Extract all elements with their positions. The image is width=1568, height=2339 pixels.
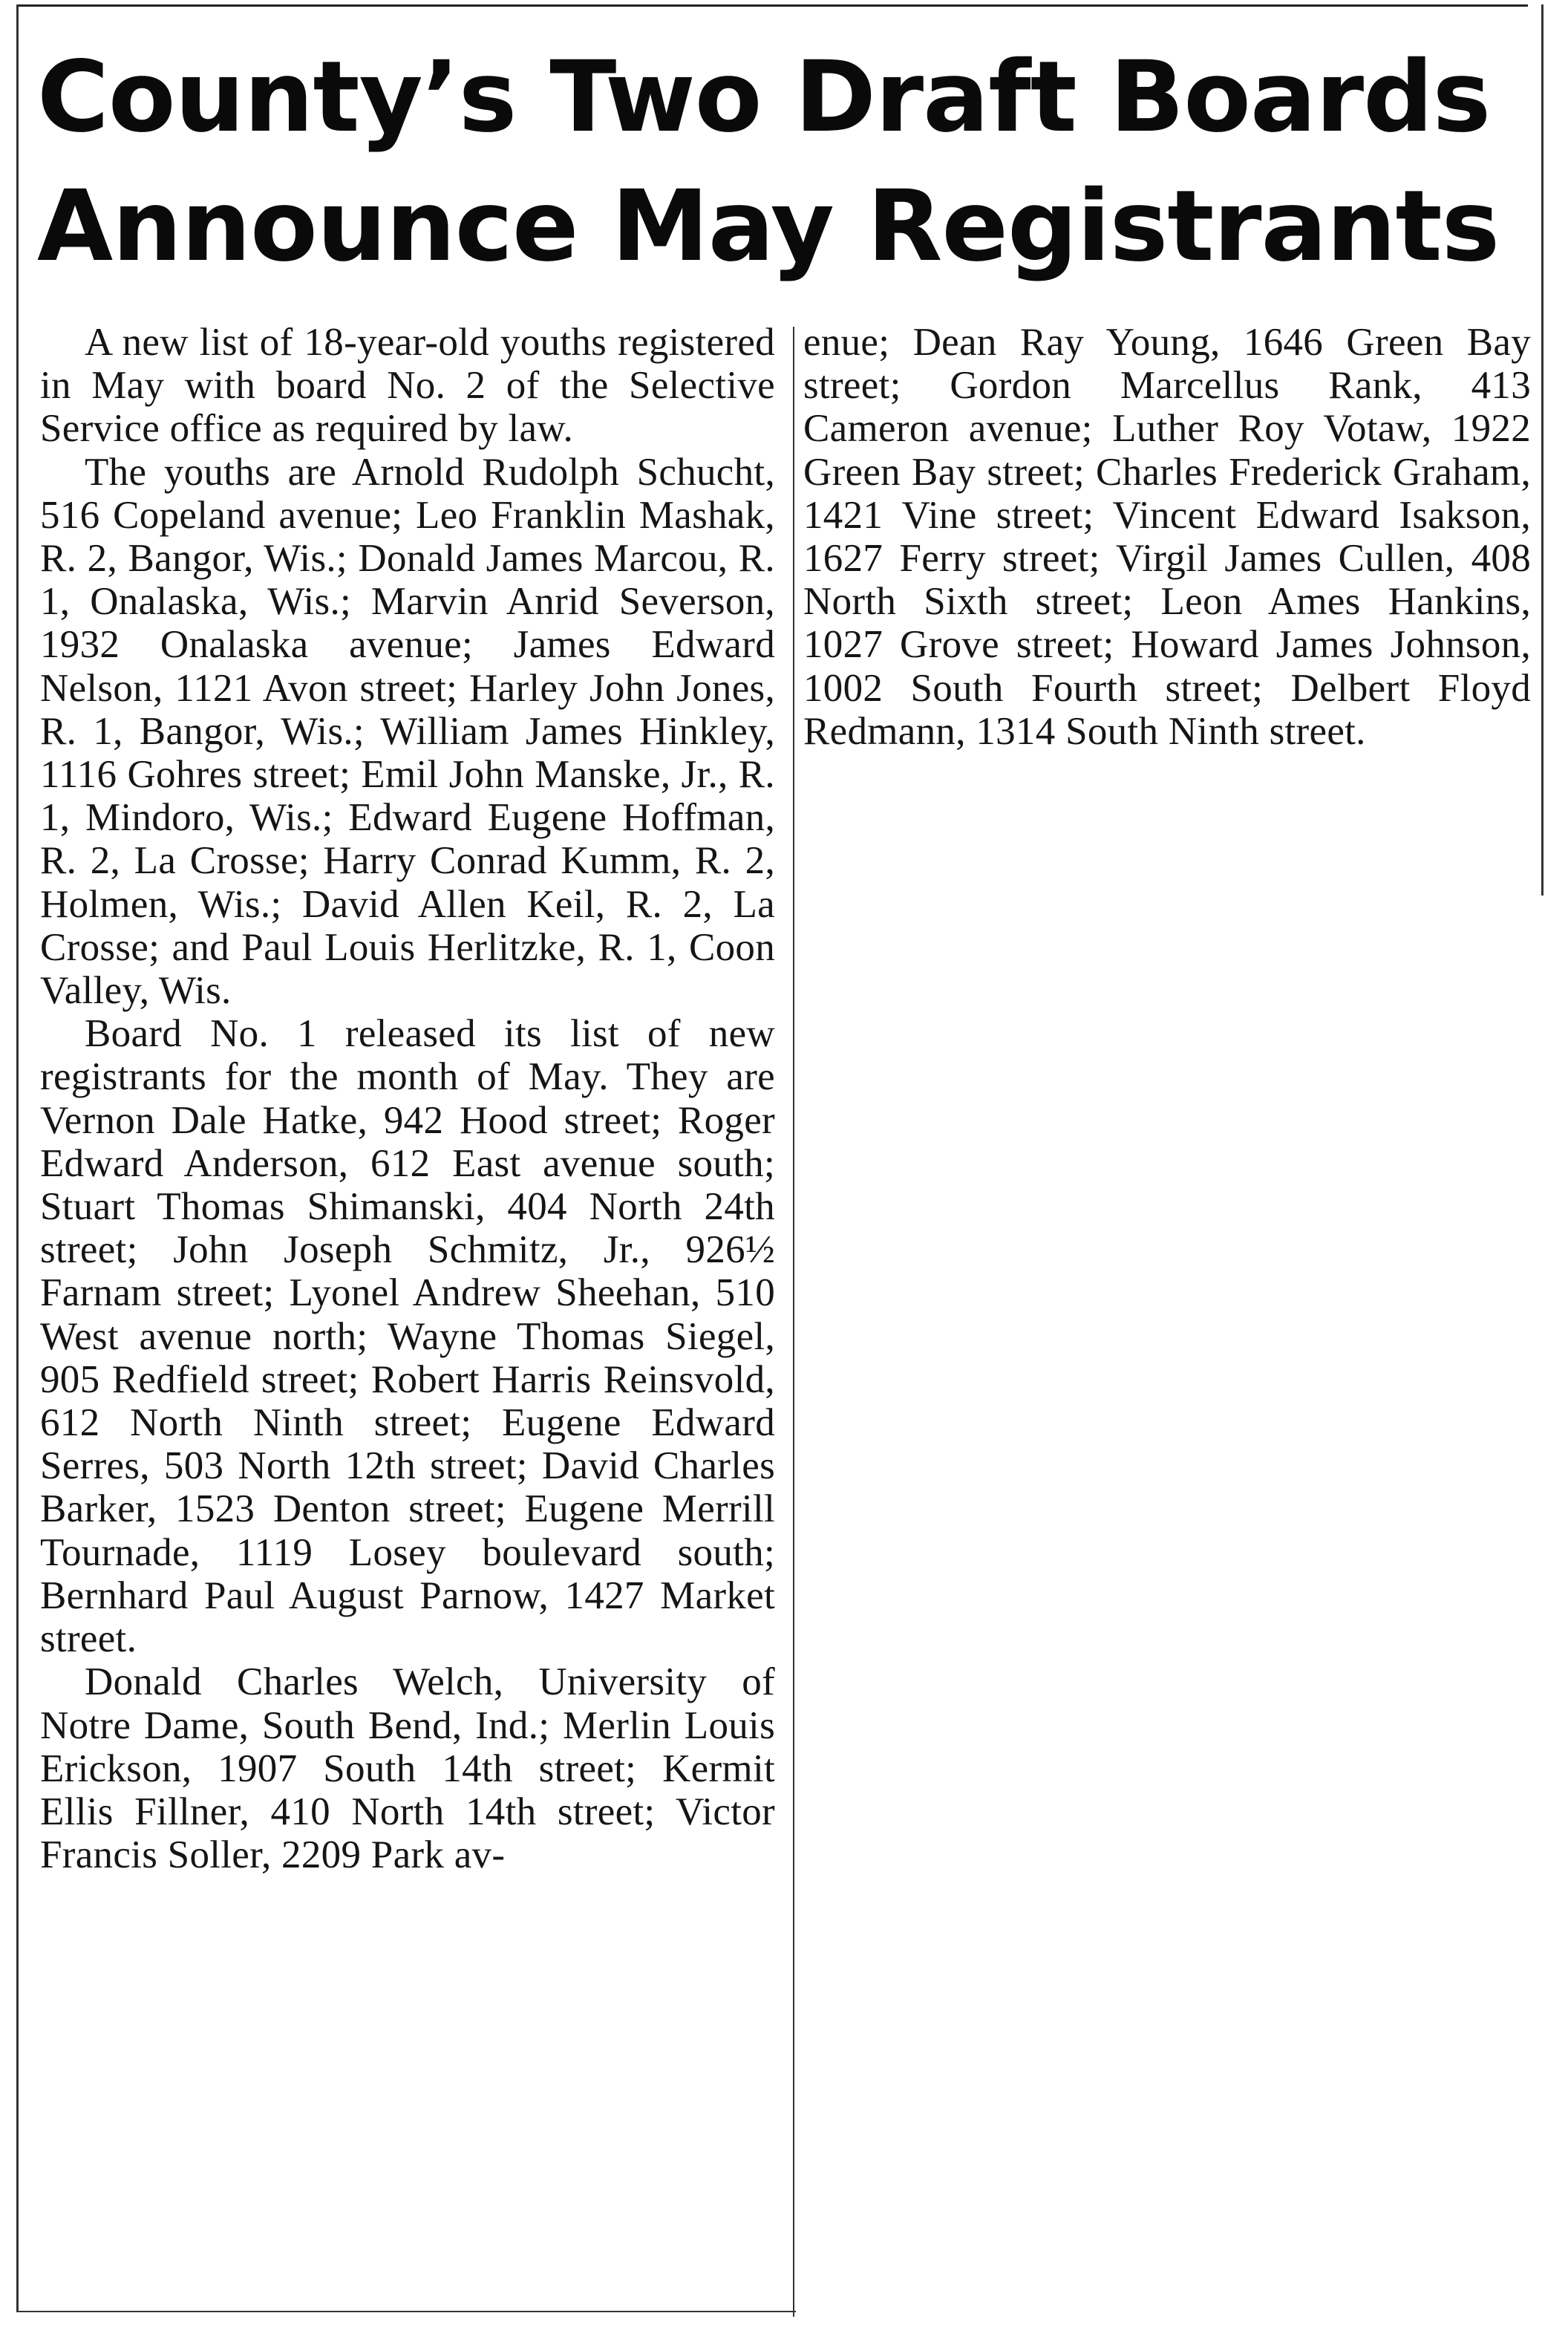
article-paragraph-continuation: enue; Dean Ray Young, 1646 Green Bay street; Gordon Marcellus Rank, 413 Cameron avenue; Luther Roy Votaw, 1922 Green Bay street; Charles Frederick Graham, 1421 Vine street; Vincent Edward Isakson, 1627 Ferry street; Virgil James Cullen, 408 North Sixth street; Leon Ames Hankins, 1027 Grove street; Howard James Johnson, 1002 South Fourth street; Delbert Floyd Redmann, 1314 South Ninth street. bbox=[803, 321, 1531, 753]
top-border-rule bbox=[16, 4, 1528, 7]
column-divider bbox=[793, 327, 794, 2317]
article-column-1 bbox=[40, 321, 775, 1876]
article-column-2 bbox=[803, 321, 1531, 753]
headline-line-1: County’s Two Draft Boards bbox=[37, 40, 1491, 154]
headline-line-2: Announce May Registrants bbox=[37, 169, 1500, 284]
article-headline bbox=[37, 33, 1515, 291]
bottom-border-rule bbox=[16, 2311, 796, 2312]
article-paragraph-board-1-continued: Donald Charles Welch, University of Notre Dame, South Bend, Ind.; Merlin Louis Erickson, 1907 South 14th street; Kermit Ellis Fillner, 410 North 14th street; Victor Francis Soller, 2209 Park av- bbox=[40, 1660, 775, 1877]
article-paragraph-board-2-list: The youths are Arnold Rudolph Schucht, 516 Copeland avenue; Leo Franklin Mashak, R. 2, Bangor, Wis.; Donald James Marcou, R. 1, Onalaska, Wis.; Marvin Anrid Severson, 1932 Onalaska avenue; James Edward Nelson, 1121 Avon street; Harley John Jones, R. 1, Bangor, Wis.; William James Hinkley, 1116 Gohres street; Emil John Manske, Jr., R. 1, Mindoro, Wis.; Edward Eugene Hoffman, R. 2, La Crosse; Harry Conrad Kumm, R. 2, Holmen, Wis.; David Allen Keil, R. 2, La Crosse; and Paul Louis Herlitzke, R. 1, Coon Valley, Wis. bbox=[40, 450, 775, 1013]
article-paragraph-board-1-list: Board No. 1 released its list of new registrants for the month of May. They are Vernon Dale Hatke, 942 Hood street; Roger Edward Anderson, 612 East avenue south; Stuart Thomas Shimanski, 404 North 24th street; John Joseph Schmitz, Jr., 926½ Farnam street; Lyonel Andrew Sheehan, 510 West avenue north; Wayne Thomas Siegel, 905 Redfield street; Robert Harris Reinsvold, 612 North Ninth street; Eugene Edward Serres, 503 North 12th street; David Charles Barker, 1523 Denton street; Eugene Merrill Tournade, 1119 Losey boulevard south; Bernhard Paul August Parnow, 1427 Market street. bbox=[40, 1012, 775, 1661]
article-paragraph-intro: A new list of 18-year-old youths registered in May with board No. 2 of the Selective Service office as required by law. bbox=[40, 321, 775, 451]
left-border-rule bbox=[16, 4, 19, 2312]
right-border-rule bbox=[1541, 4, 1544, 896]
